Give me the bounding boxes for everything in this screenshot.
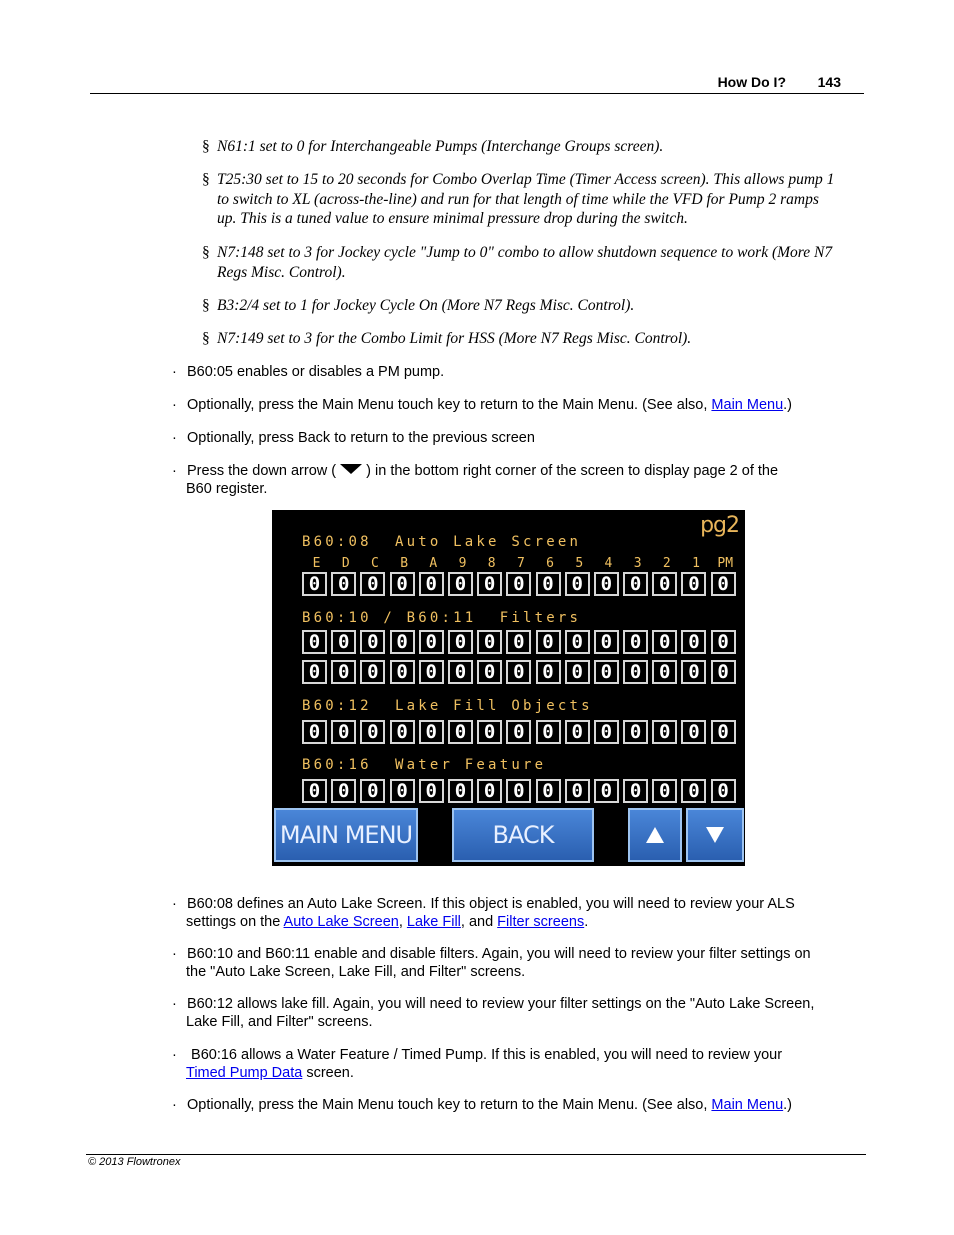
bit-value: 0 bbox=[425, 630, 437, 653]
bullet-mark: · bbox=[172, 1097, 177, 1113]
sub-item bbox=[202, 243, 842, 282]
bit-value: 0 bbox=[308, 630, 321, 653]
list-item-text: B60:10 and B60:11 enable and disable filters. Again, you will need to review your filter settings on bbox=[187, 946, 811, 962]
bit-cell[interactable] bbox=[419, 572, 444, 596]
bit-value: 0 bbox=[483, 779, 496, 802]
header-title: How Do I? bbox=[717, 74, 786, 90]
bit-value: 0 bbox=[571, 572, 583, 595]
bit-value: 0 bbox=[308, 572, 321, 595]
bit-value: 0 bbox=[513, 660, 525, 683]
bit-value: 0 bbox=[308, 779, 321, 802]
bit-cell[interactable] bbox=[536, 720, 561, 744]
bullet-mark: · bbox=[172, 1047, 177, 1063]
bit-value: 0 bbox=[542, 572, 554, 595]
bit-value: 0 bbox=[542, 630, 554, 653]
bit-cell[interactable] bbox=[506, 630, 531, 654]
bit-value: 0 bbox=[308, 660, 321, 683]
bit-cell[interactable] bbox=[565, 630, 590, 654]
list-item-text-pre: Optionally, press the Main Menu touch key to return to the Main Menu. (See also, bbox=[187, 1097, 712, 1113]
bit-value: 0 bbox=[367, 660, 379, 683]
bit-value: 0 bbox=[513, 720, 525, 743]
bit-cell[interactable] bbox=[536, 572, 561, 596]
list-item bbox=[172, 996, 862, 1031]
list-item bbox=[172, 1047, 862, 1082]
column-label: 1 bbox=[692, 556, 700, 571]
bit-cell[interactable] bbox=[506, 660, 531, 684]
bit-cell[interactable] bbox=[331, 630, 356, 654]
column-label: B bbox=[400, 556, 409, 571]
bit-value: 0 bbox=[396, 720, 408, 743]
bit-cell[interactable] bbox=[390, 630, 415, 654]
bit-value: 0 bbox=[425, 720, 437, 743]
separator-text: , and bbox=[460, 913, 498, 930]
bit-value: 0 bbox=[483, 720, 496, 743]
bit-row-lake-fill bbox=[302, 720, 740, 744]
section-title-filters: B60:10 / B60:11 Filters bbox=[302, 610, 582, 626]
list-item bbox=[172, 1097, 862, 1115]
bit-value: 0 bbox=[600, 720, 613, 743]
bit-value: 0 bbox=[542, 779, 554, 802]
bit-cell[interactable] bbox=[681, 630, 706, 654]
bit-value: 0 bbox=[483, 572, 496, 595]
bit-cell[interactable] bbox=[623, 660, 648, 684]
page-indicator: pg2 bbox=[700, 513, 739, 538]
main-menu-button[interactable]: MAIN MENU bbox=[274, 808, 418, 862]
list-item-text bbox=[172, 1097, 862, 1115]
bit-value: 0 bbox=[571, 779, 583, 802]
list-item-text-cont: B60 register. bbox=[186, 480, 268, 497]
bit-value: 0 bbox=[688, 572, 700, 595]
bit-value: 0 bbox=[454, 572, 467, 595]
bit-value: 0 bbox=[337, 630, 350, 653]
bit-cell[interactable] bbox=[448, 720, 473, 744]
sub-item-text: N7:148 set to 3 for Jockey cycle "Jump to 0" combo to allow shutdown sequence to work (More N7 Regs Misc. Control). bbox=[217, 244, 833, 281]
down-arrow-icon bbox=[340, 464, 362, 474]
list-item bbox=[172, 946, 862, 981]
bit-cell[interactable] bbox=[419, 720, 444, 744]
bit-cell[interactable] bbox=[623, 720, 648, 744]
section-mark: § bbox=[202, 330, 210, 347]
page-up-button[interactable] bbox=[628, 808, 682, 862]
section-title-water-feature: B60:16 Water Feature bbox=[302, 757, 547, 773]
column-label: A bbox=[429, 556, 438, 571]
list-item-text-pre: Optionally, press the Main Menu touch key to return to the Main Menu. (See also, bbox=[187, 397, 712, 413]
bit-value: 0 bbox=[513, 572, 525, 595]
bit-cell[interactable] bbox=[536, 779, 561, 803]
bit-cell[interactable] bbox=[711, 660, 736, 684]
list-item-text-pre: Press the down arrow ( bbox=[187, 463, 341, 479]
bit-cell[interactable] bbox=[477, 660, 502, 684]
column-label: 3 bbox=[633, 556, 642, 571]
page-number: 143 bbox=[817, 74, 841, 90]
hmi-screenshot bbox=[272, 510, 745, 866]
bit-cell[interactable] bbox=[681, 779, 706, 803]
arrow-down-icon bbox=[706, 827, 724, 843]
page-header bbox=[90, 72, 864, 94]
bit-cell[interactable] bbox=[390, 572, 415, 596]
list-item-text-post: .) bbox=[783, 1097, 793, 1113]
bit-cell[interactable] bbox=[652, 720, 677, 744]
column-label: 7 bbox=[516, 556, 525, 571]
bit-cell[interactable] bbox=[623, 572, 648, 596]
bit-cell[interactable] bbox=[681, 572, 706, 596]
column-label: PM bbox=[717, 556, 734, 571]
bit-value: 0 bbox=[337, 779, 350, 802]
bit-cell[interactable] bbox=[331, 572, 356, 596]
bit-value: 0 bbox=[659, 720, 671, 743]
bit-row-auto-lake bbox=[302, 572, 740, 596]
copyright-text: © 2013 Flowtronex bbox=[88, 1156, 181, 1168]
bit-cell[interactable] bbox=[565, 779, 590, 803]
page-footer bbox=[86, 1154, 866, 1168]
list-item bbox=[172, 430, 862, 448]
section-title-lake-fill: B60:12 Lake Fill Objects bbox=[302, 698, 593, 714]
list-item-text-post: ) in the bottom right corner of the screen to display page 2 of the bbox=[362, 463, 779, 479]
bit-value: 0 bbox=[454, 779, 467, 802]
sub-item bbox=[202, 170, 842, 229]
bit-cell[interactable] bbox=[360, 720, 385, 744]
bullet-mark: · bbox=[172, 946, 177, 962]
bit-cell[interactable] bbox=[360, 660, 385, 684]
bit-cell[interactable] bbox=[652, 572, 677, 596]
bit-row-filters-1 bbox=[302, 630, 740, 654]
list-item-text-cont bbox=[172, 1065, 862, 1083]
bit-cell[interactable] bbox=[448, 630, 473, 654]
auto-lake-screen-link[interactable]: Auto Lake Screen bbox=[283, 913, 399, 930]
list-item-text bbox=[172, 397, 862, 415]
bit-cell[interactable] bbox=[536, 630, 561, 654]
bit-value: 0 bbox=[425, 572, 437, 595]
bit-value: 0 bbox=[571, 720, 583, 743]
bit-value: 0 bbox=[571, 660, 583, 683]
bit-value: 0 bbox=[542, 720, 554, 743]
bit-cell[interactable] bbox=[536, 660, 561, 684]
bit-value: 0 bbox=[513, 779, 525, 802]
section-mark: § bbox=[202, 244, 210, 261]
list-item-text-pre: settings on the bbox=[186, 913, 284, 930]
bullet-mark: · bbox=[172, 397, 177, 413]
bit-cell[interactable] bbox=[506, 779, 531, 803]
bit-cell[interactable] bbox=[652, 660, 677, 684]
section-mark: § bbox=[202, 138, 210, 155]
bit-cell[interactable] bbox=[652, 779, 677, 803]
bit-cell[interactable] bbox=[302, 660, 327, 684]
sub-item bbox=[202, 296, 852, 316]
list-item-text: B60:08 defines an Auto Lake Screen. If this object is enabled, you will need to review your ALS bbox=[187, 896, 795, 912]
bit-value: 0 bbox=[717, 720, 729, 743]
back-button[interactable]: BACK bbox=[452, 808, 594, 862]
bit-cell[interactable] bbox=[681, 720, 706, 744]
column-label: 2 bbox=[662, 556, 671, 571]
bit-cell[interactable] bbox=[419, 779, 444, 803]
bit-cell[interactable] bbox=[594, 572, 619, 596]
bit-cell[interactable] bbox=[477, 779, 502, 803]
bit-value: 0 bbox=[367, 720, 379, 743]
bit-value: 0 bbox=[688, 630, 700, 653]
list-item-text-cont: Lake Fill, and Filter" screens. bbox=[186, 1013, 373, 1030]
sub-item bbox=[202, 137, 852, 157]
bit-value: 0 bbox=[454, 660, 467, 683]
bit-cell[interactable] bbox=[302, 630, 327, 654]
bit-cell[interactable] bbox=[711, 720, 736, 744]
bit-value: 0 bbox=[396, 779, 408, 802]
bit-value: 0 bbox=[688, 779, 700, 802]
bit-cell[interactable] bbox=[419, 660, 444, 684]
column-labels bbox=[302, 556, 745, 571]
bit-cell[interactable] bbox=[360, 630, 385, 654]
column-label: 9 bbox=[458, 556, 467, 571]
sub-item-text: N61:1 set to 0 for Interchangeable Pumps (Interchange Groups screen). bbox=[217, 138, 664, 155]
bit-value: 0 bbox=[367, 572, 379, 595]
bit-value: 0 bbox=[513, 630, 525, 653]
bit-cell[interactable] bbox=[594, 630, 619, 654]
bit-value: 0 bbox=[367, 630, 379, 653]
filter-screens-link[interactable]: Filter screens bbox=[497, 913, 585, 930]
bit-cell[interactable] bbox=[448, 779, 473, 803]
bit-cell[interactable] bbox=[302, 720, 327, 744]
list-item-text: B60:16 allows a Water Feature / Timed Pump. If this is enabled, you will need to review your bbox=[187, 1047, 783, 1063]
section-mark: § bbox=[202, 171, 210, 188]
bit-cell[interactable] bbox=[302, 779, 327, 803]
bit-cell[interactable] bbox=[477, 572, 502, 596]
bit-cell[interactable] bbox=[448, 660, 473, 684]
bit-value: 0 bbox=[396, 630, 408, 653]
main-menu-link[interactable]: Main Menu bbox=[711, 397, 784, 413]
bit-value: 0 bbox=[717, 630, 729, 653]
bit-value: 0 bbox=[629, 779, 642, 802]
list-item-text-cont: the "Auto Lake Screen, Lake Fill, and Filter" screens. bbox=[186, 963, 526, 980]
column-label: 8 bbox=[487, 556, 496, 571]
bit-value: 0 bbox=[425, 660, 437, 683]
bit-value: 0 bbox=[600, 572, 613, 595]
list-item-text: B60:12 allows lake fill. Again, you will need to review your filter settings on the "Auto Lake Screen, bbox=[187, 996, 815, 1012]
bit-value: 0 bbox=[717, 572, 729, 595]
bit-cell[interactable] bbox=[506, 720, 531, 744]
bit-value: 0 bbox=[483, 660, 496, 683]
timed-pump-data-link[interactable]: Timed Pump Data bbox=[186, 1064, 303, 1081]
column-label: C bbox=[371, 556, 379, 571]
bit-value: 0 bbox=[659, 660, 671, 683]
main-menu-link[interactable]: Main Menu bbox=[711, 1097, 784, 1113]
bit-value: 0 bbox=[396, 572, 408, 595]
bit-value: 0 bbox=[454, 720, 467, 743]
sub-item-text: B3:2/4 set to 1 for Jockey Cycle On (More N7 Regs Misc. Control). bbox=[217, 297, 635, 314]
bit-value: 0 bbox=[425, 779, 437, 802]
column-label: E bbox=[312, 556, 321, 571]
bit-cell[interactable] bbox=[390, 720, 415, 744]
bit-cell[interactable] bbox=[477, 630, 502, 654]
sub-item-text: T25:30 set to 15 to 20 seconds for Combo Overlap Time (Timer Access screen). This allows pump 1 to switch to XL (across-the-line) and run for that length of time while the VFD for Pump 2 ramps up. This is a tuned value to ensure minimal pressure drop during the switch. bbox=[217, 171, 835, 227]
section-mark: § bbox=[202, 297, 210, 314]
column-label: 6 bbox=[546, 556, 554, 571]
bit-cell[interactable] bbox=[506, 572, 531, 596]
bit-value: 0 bbox=[571, 630, 583, 653]
column-label: 4 bbox=[604, 556, 613, 571]
bit-value: 0 bbox=[717, 660, 729, 683]
sub-item-text: N7:149 set to 3 for the Combo Limit for HSS (More N7 Regs Misc. Control). bbox=[217, 330, 692, 347]
bit-value: 0 bbox=[367, 779, 379, 802]
bit-cell[interactable] bbox=[711, 572, 736, 596]
sub-item bbox=[202, 329, 852, 349]
bullet-mark: · bbox=[172, 996, 177, 1012]
separator-text: , bbox=[398, 913, 407, 930]
bit-row-filters-2 bbox=[302, 660, 740, 684]
bit-cell[interactable] bbox=[419, 630, 444, 654]
bit-cell[interactable] bbox=[390, 660, 415, 684]
bit-cell[interactable] bbox=[331, 720, 356, 744]
bit-cell[interactable] bbox=[711, 779, 736, 803]
bullet-mark: · bbox=[172, 463, 177, 479]
list-item-text-post: screen. bbox=[302, 1064, 354, 1081]
list-item-text bbox=[172, 463, 862, 481]
bit-cell[interactable] bbox=[594, 660, 619, 684]
bit-value: 0 bbox=[629, 630, 642, 653]
bit-cell[interactable] bbox=[623, 630, 648, 654]
bit-value: 0 bbox=[337, 572, 350, 595]
bit-cell[interactable] bbox=[594, 720, 619, 744]
list-item-text-end: . bbox=[584, 913, 589, 930]
lake-fill-link[interactable]: Lake Fill bbox=[406, 913, 461, 930]
bit-value: 0 bbox=[629, 720, 642, 743]
bit-cell[interactable] bbox=[652, 630, 677, 654]
bit-value: 0 bbox=[659, 572, 671, 595]
bullet-mark: · bbox=[172, 430, 177, 446]
bit-cell[interactable] bbox=[331, 779, 356, 803]
list-item bbox=[172, 364, 862, 382]
page-down-button[interactable] bbox=[686, 808, 744, 862]
list-item-text: B60:05 enables or disables a PM pump. bbox=[187, 364, 445, 380]
bit-value: 0 bbox=[600, 660, 613, 683]
bit-value: 0 bbox=[659, 630, 671, 653]
bit-cell[interactable] bbox=[565, 720, 590, 744]
bit-cell[interactable] bbox=[623, 779, 648, 803]
column-label: D bbox=[341, 556, 350, 571]
bit-value: 0 bbox=[659, 779, 671, 802]
bit-cell[interactable] bbox=[565, 572, 590, 596]
bullet-mark: · bbox=[172, 896, 177, 912]
bullet-mark: · bbox=[172, 364, 177, 380]
bit-cell[interactable] bbox=[448, 572, 473, 596]
bit-value: 0 bbox=[337, 660, 350, 683]
list-item-text: Optionally, press Back to return to the previous screen bbox=[187, 430, 535, 446]
bit-value: 0 bbox=[542, 660, 554, 683]
section-title-auto-lake: B60:08 Auto Lake Screen bbox=[302, 534, 582, 550]
bit-value: 0 bbox=[600, 779, 613, 802]
list-item bbox=[172, 463, 862, 498]
bit-cell[interactable] bbox=[390, 779, 415, 803]
bit-value: 0 bbox=[600, 630, 613, 653]
bit-cell[interactable] bbox=[302, 572, 327, 596]
bit-cell[interactable] bbox=[681, 660, 706, 684]
column-label: 5 bbox=[575, 556, 584, 571]
bit-value: 0 bbox=[308, 720, 321, 743]
bit-value: 0 bbox=[454, 630, 467, 653]
bit-cell[interactable] bbox=[477, 720, 502, 744]
bit-value: 0 bbox=[717, 779, 729, 802]
bit-value: 0 bbox=[396, 660, 408, 683]
bit-cell[interactable] bbox=[360, 779, 385, 803]
bit-value: 0 bbox=[688, 660, 700, 683]
bit-cell[interactable] bbox=[565, 660, 590, 684]
bit-cell[interactable] bbox=[331, 660, 356, 684]
bit-cell[interactable] bbox=[360, 572, 385, 596]
bit-value: 0 bbox=[688, 720, 700, 743]
bit-value: 0 bbox=[483, 630, 496, 653]
bit-value: 0 bbox=[337, 720, 350, 743]
arrow-up-icon bbox=[646, 827, 664, 843]
list-item-text-cont bbox=[172, 914, 862, 932]
list-item bbox=[172, 896, 862, 931]
list-item-text-post: .) bbox=[783, 397, 793, 413]
bit-value: 0 bbox=[629, 660, 642, 683]
bit-cell[interactable] bbox=[711, 630, 736, 654]
list-item bbox=[172, 397, 862, 415]
bit-row-water-feature bbox=[302, 779, 740, 803]
bit-value: 0 bbox=[629, 572, 642, 595]
bit-cell[interactable] bbox=[594, 779, 619, 803]
